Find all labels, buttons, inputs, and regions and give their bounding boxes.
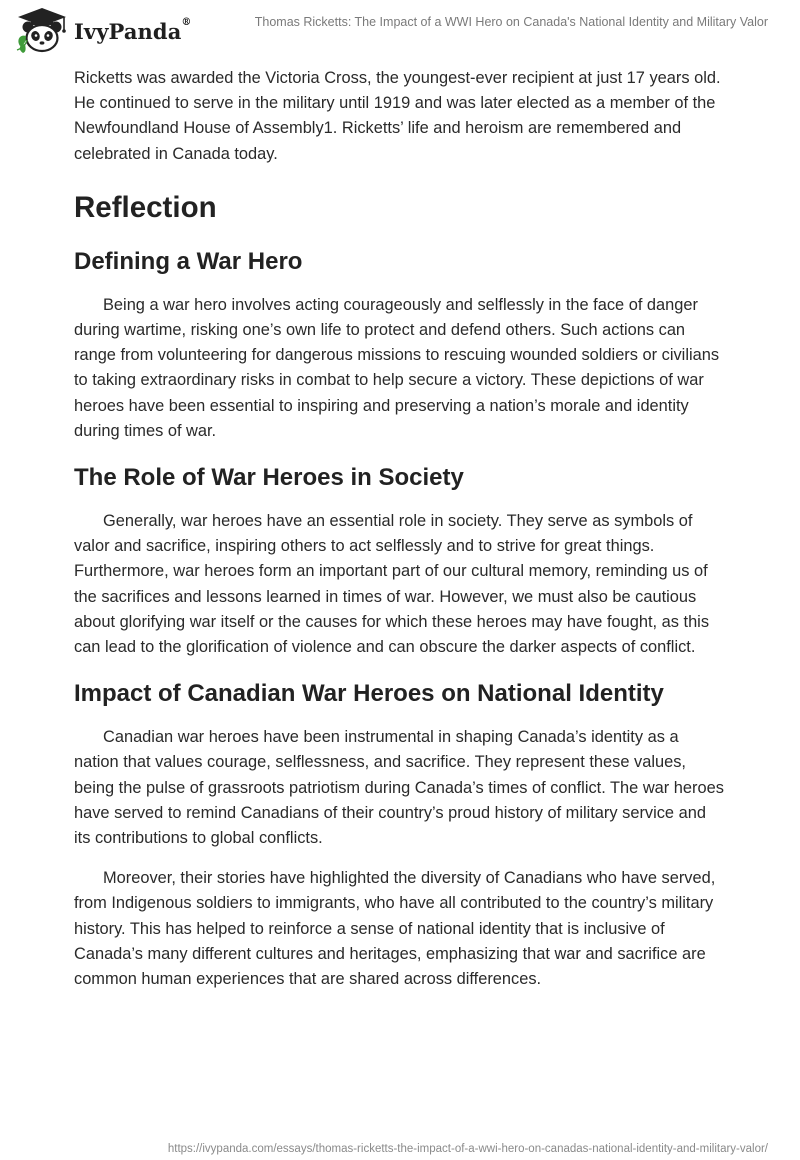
panda-graduate-icon <box>14 6 70 56</box>
registered-mark: ® <box>181 16 192 28</box>
paragraph-defining-war-hero: Being a war hero involves acting courageously and selflessly in the face of danger during wartime, risking one’s own life to protect and defend others. Such actions can range from volunteering for dangerous missions to rescuing wounded soldiers or civilians to taking extraordinary risks in combat to help secure a victory. These depictions of war heroes have been essential to inspiring and preserving a nation’s morale and identity during times of war. <box>74 295 720 440</box>
subheading-role-of-war-heroes: The Role of War Heroes in Society <box>74 464 464 492</box>
subheading-national-identity: Impact of Canadian War Heroes on National Identity <box>74 680 664 708</box>
page-header <box>0 0 800 64</box>
paragraph-role-of-war-heroes: Generally, war heroes have an essential role in society. They serve as symbols of valor and sacrifice, inspiring others to act selflessly and to strive for great things. Furthermore, war heroes form an important part of our cultural memory, reminding us of the sacrifices and lessons learned in times of war. However, we must also be cautious about glorifying war itself or the causes for which these heroes may have fought, as this can lead to the glorification of violence and can obscure the darker aspects of conflict. <box>74 512 710 657</box>
source-url[interactable]: https://ivypanda.com/essays/thomas-ricketts-the-impact-of-a-wwi-hero-on-canadas-national-identity-and-military-valor/ <box>167 1143 768 1155</box>
paragraph-national-identity-2: Moreover, their stories have highlighted the diversity of Canadians who have served, from Indigenous soldiers to immigrants, who have all contributed to the country’s military history. This has helped to reinforce a sense of national identity that is inclusive of Canada’s many different cultures and heritages, emphasizing that war and sacrifice are common human experiences that are shared across differences. <box>74 869 716 989</box>
paragraph-national-identity-1: Canadian war heroes have been instrumental in shaping Canada’s identity as a nation that values courage, selflessness, and sacrifice. They represent these values, being the pulse of grassroots patriotism during Canada’s times of conflict. The war heroes have served to remind Canadians of their country’s proud history of military service and its contributions to global conflicts. <box>74 728 724 848</box>
running-title: Thomas Ricketts: The Impact of a WWI Hero on Canada's National Identity and Military Valor <box>254 15 768 29</box>
essay-content <box>74 66 724 992</box>
brand-name: IvyPanda® <box>74 16 192 44</box>
ivypanda-logo[interactable] <box>14 6 192 56</box>
subheading-defining-war-hero: Defining a War Hero <box>74 247 303 275</box>
section-heading-reflection: Reflection <box>74 190 217 224</box>
intro-paragraph: Ricketts was awarded the Victoria Cross, the youngest-ever recipient at just 17 years old. He continued to serve in the military until 1919 and was later elected as a member of the Newfoundland House of Assembly1. Ricketts’ life and heroism are remembered and celebrated in Canada today. <box>74 69 721 163</box>
